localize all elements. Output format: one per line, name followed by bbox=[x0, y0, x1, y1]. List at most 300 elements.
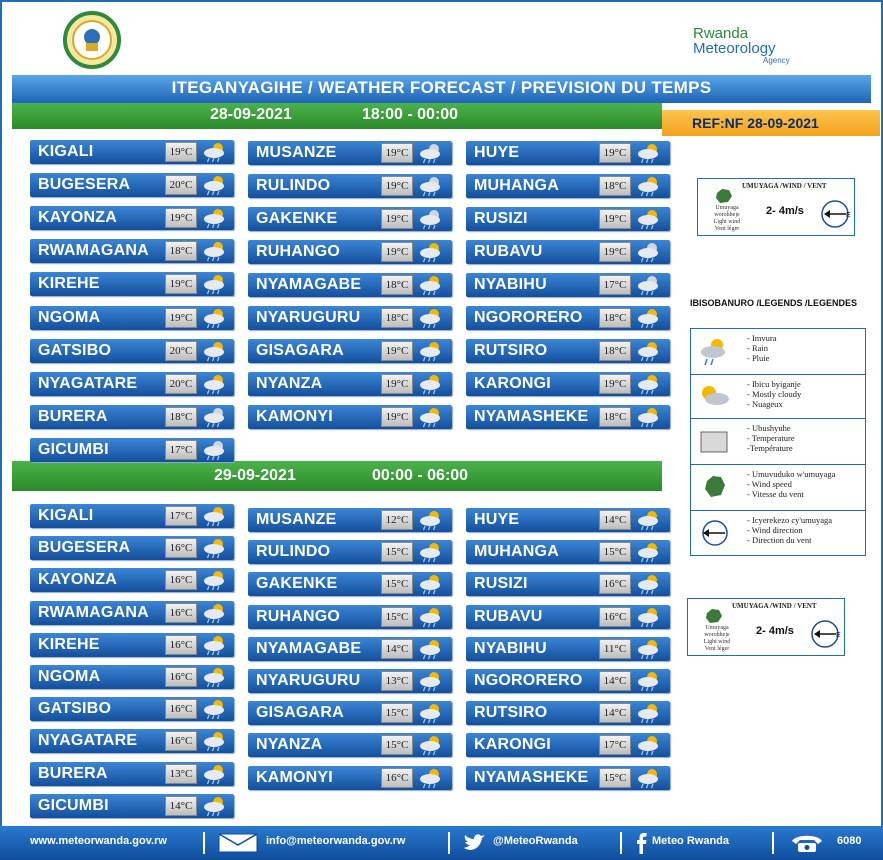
temperature-value: 19°C bbox=[165, 142, 197, 162]
temperature-value: 19°C bbox=[165, 274, 197, 294]
rain-cloud-sun-icon bbox=[635, 605, 663, 629]
legend-line: - Ibicu byiganje bbox=[747, 379, 801, 389]
rain-cloud-sun-icon bbox=[201, 272, 229, 296]
district-name: BUGESERA bbox=[38, 539, 131, 557]
forecast-row bbox=[30, 339, 234, 363]
temperature-value: 19°C bbox=[165, 308, 197, 328]
forecast-row bbox=[248, 240, 452, 264]
legend-line: - Wind direction bbox=[747, 525, 803, 535]
rain-cloud-sun-icon bbox=[201, 729, 229, 753]
temperature-value: 13°C bbox=[381, 671, 413, 691]
district-name: NYAMASHEKE bbox=[474, 768, 589, 786]
temperature-value: 20°C bbox=[165, 374, 197, 394]
temperature-value: 16°C bbox=[165, 731, 197, 751]
wind-direction-icon bbox=[810, 619, 840, 649]
rain-cloud-sun-icon bbox=[201, 568, 229, 592]
wind-label bbox=[692, 625, 742, 653]
legend-text bbox=[747, 379, 801, 409]
rain-cloud-sun-icon bbox=[201, 239, 229, 263]
district-name: NYAGATARE bbox=[38, 374, 138, 392]
rain-cloud-sun-icon bbox=[417, 405, 445, 429]
district-name: RWAMAGANA bbox=[38, 603, 149, 621]
rain-cloud-sun-icon bbox=[417, 339, 445, 363]
temperature-value: 20°C bbox=[165, 175, 197, 195]
forecast-row bbox=[248, 508, 452, 532]
temperature-value: 14°C bbox=[599, 671, 631, 691]
district-name: RUBAVU bbox=[474, 243, 543, 260]
forecast-row bbox=[30, 729, 234, 753]
rain-cloud-icon bbox=[417, 141, 445, 165]
forecast-row bbox=[466, 669, 670, 693]
temperature-value: 19°C bbox=[599, 143, 631, 163]
rain-cloud-sun-icon bbox=[417, 766, 445, 790]
rain-cloud-sun-icon bbox=[417, 508, 445, 532]
rain-cloud-icon bbox=[417, 174, 445, 198]
rain-cloud-sun-icon bbox=[201, 633, 229, 657]
district-name: GATSIBO bbox=[38, 700, 112, 718]
district-name: NGOMA bbox=[38, 308, 101, 326]
district-name: RUTSIRO bbox=[474, 704, 548, 722]
district-name: GAKENKE bbox=[256, 575, 338, 593]
temperature-value: 16°C bbox=[599, 607, 631, 627]
temperature-value: 18°C bbox=[381, 275, 413, 295]
forecast-row bbox=[466, 240, 670, 264]
wind-box-period-1 bbox=[697, 178, 855, 236]
forecast-row bbox=[466, 540, 670, 564]
forecast-row bbox=[248, 372, 452, 396]
forecast-row bbox=[30, 568, 234, 592]
direction-letter: E bbox=[846, 212, 851, 219]
temperature-value: 20°C bbox=[165, 341, 197, 361]
legend-line: - Icyerekezo cy'umuyaga bbox=[747, 515, 833, 525]
legend-line: - Wind speed bbox=[747, 479, 792, 489]
district-name: NYABIHU bbox=[474, 276, 547, 293]
forecast-row bbox=[248, 766, 452, 790]
forecast-row bbox=[248, 207, 452, 231]
rain-cloud-sun-icon bbox=[417, 273, 445, 297]
temperature-value: 16°C bbox=[165, 699, 197, 719]
rain-cloud-sun-icon bbox=[201, 140, 229, 164]
rwanda-seal-icon bbox=[62, 10, 122, 70]
district-name: KAMONYI bbox=[256, 408, 333, 425]
wind-direction-icon bbox=[820, 199, 850, 229]
rain-cloud-sun-icon bbox=[201, 536, 229, 560]
district-name: BURERA bbox=[38, 407, 108, 425]
legend-text bbox=[747, 469, 835, 499]
temperature-value: 15°C bbox=[381, 735, 413, 755]
legend-line: - Ubushyuhe bbox=[747, 423, 791, 433]
temperature-value: 18°C bbox=[599, 176, 631, 196]
temperature-value: 18°C bbox=[165, 407, 197, 427]
temperature-value: 17°C bbox=[165, 506, 197, 526]
footer-bar bbox=[0, 826, 883, 860]
rain-cloud-sun-icon bbox=[417, 306, 445, 330]
logo-agency: Agency bbox=[763, 56, 790, 65]
legend-line: - Temperature bbox=[747, 433, 795, 443]
district-name: KIGALI bbox=[38, 143, 94, 160]
forecast-row bbox=[466, 174, 670, 198]
rain-cloud-sun-icon bbox=[201, 339, 229, 363]
legend-row-rain bbox=[691, 329, 865, 375]
rain-cloud-sun-icon bbox=[635, 733, 663, 757]
district-name: GATSIBO bbox=[38, 341, 112, 359]
rwanda-map-icon bbox=[704, 607, 724, 625]
period-1-bar bbox=[12, 103, 662, 129]
footer-website-link[interactable]: www.meteorwanda.gov.rw bbox=[30, 835, 167, 847]
legend-row-cloudy bbox=[691, 375, 865, 419]
forecast-row bbox=[248, 141, 452, 165]
meteo-agency-logo bbox=[693, 26, 823, 70]
rain-cloud-sun-icon bbox=[635, 701, 663, 725]
forecast-row bbox=[30, 272, 234, 296]
district-name: GICUMBI bbox=[38, 796, 109, 814]
forecast-row bbox=[30, 762, 234, 786]
temperature-value: 15°C bbox=[381, 542, 413, 562]
temperature-value: 15°C bbox=[599, 542, 631, 562]
district-name: BUGESERA bbox=[38, 176, 131, 194]
forecast-row bbox=[30, 140, 234, 164]
district-name: GISAGARA bbox=[256, 342, 344, 359]
district-name: RUSIZI bbox=[474, 575, 528, 593]
forecast-row bbox=[248, 669, 452, 693]
legend-line: - Pluie bbox=[747, 353, 770, 363]
forecast-row bbox=[30, 504, 234, 528]
district-name: NYANZA bbox=[256, 736, 323, 754]
temperature-value: 16°C bbox=[599, 574, 631, 594]
rain-cloud-sun-icon bbox=[635, 207, 663, 231]
rain-cloud-sun-icon bbox=[201, 306, 229, 330]
forecast-row bbox=[30, 239, 234, 263]
district-name: MUSANZE bbox=[256, 144, 337, 161]
district-name: RUTSIRO bbox=[474, 342, 548, 359]
wind-label-line: Vent léger bbox=[714, 226, 740, 232]
district-name: RUHANGO bbox=[256, 607, 341, 625]
temperature-value: 19°C bbox=[381, 209, 413, 229]
district-name: NYAMAGABE bbox=[256, 276, 362, 293]
forecast-row bbox=[30, 601, 234, 625]
district-name: KIGALI bbox=[38, 507, 94, 524]
forecast-row bbox=[466, 306, 670, 330]
forecast-row bbox=[248, 733, 452, 757]
temperature-value: 14°C bbox=[599, 510, 631, 530]
temperature-value: 15°C bbox=[599, 768, 631, 788]
district-name: NYAGATARE bbox=[38, 732, 138, 750]
temperature-value: 19°C bbox=[381, 242, 413, 262]
wind-title: UMUYAGA /WIND / VENT bbox=[732, 602, 817, 610]
rain-cloud-sun-icon bbox=[635, 766, 663, 790]
forecast-row bbox=[30, 794, 234, 818]
temperature-value: 16°C bbox=[165, 570, 197, 590]
forecast-row bbox=[248, 572, 452, 596]
period-2-date: 29-09-2021 bbox=[214, 467, 296, 484]
rain-cloud-sun-icon bbox=[635, 637, 663, 661]
temperature-value: 19°C bbox=[381, 341, 413, 361]
temperature-value: 18°C bbox=[165, 241, 197, 261]
rain-cloud-sun-icon bbox=[201, 206, 229, 230]
temperature-value: 18°C bbox=[599, 308, 631, 328]
rain-cloud-sun-icon bbox=[635, 339, 663, 363]
footer-divider bbox=[620, 832, 622, 854]
legend-row-wind-speed bbox=[691, 465, 865, 511]
rain-cloud-sun-icon bbox=[417, 733, 445, 757]
temperature-value: 18°C bbox=[599, 341, 631, 361]
forecast-row bbox=[466, 733, 670, 757]
forecast-row bbox=[466, 207, 670, 231]
footer-divider bbox=[203, 832, 205, 854]
forecast-row bbox=[30, 306, 234, 330]
period-1-time: 18:00 - 00:00 bbox=[362, 106, 459, 123]
forecast-row bbox=[30, 633, 234, 657]
wind-box-period-2 bbox=[687, 598, 845, 656]
temperature-box-icon bbox=[695, 429, 735, 455]
legend-line: - Mostly cloudy bbox=[747, 389, 802, 399]
legend-heading: IBISOBANURO /LEGENDS /LEGENDES bbox=[690, 298, 858, 308]
temperature-value: 19°C bbox=[165, 208, 197, 228]
rain-cloud-sun-icon bbox=[635, 572, 663, 596]
forecast-row bbox=[466, 637, 670, 661]
rain-cloud-sun-icon bbox=[201, 665, 229, 689]
district-name: NYARUGURU bbox=[256, 309, 361, 326]
forecast-row bbox=[248, 701, 452, 725]
rain-cloud-sun-icon bbox=[417, 540, 445, 564]
rain-cloud-sun-icon bbox=[417, 240, 445, 264]
forecast-row bbox=[466, 508, 670, 532]
temperature-value: 16°C bbox=[165, 635, 197, 655]
legend-text bbox=[747, 423, 795, 453]
temperature-value: 19°C bbox=[599, 374, 631, 394]
rain-cloud-icon bbox=[417, 207, 445, 231]
legend-line: - Nuageux bbox=[747, 399, 783, 409]
forecast-row bbox=[30, 206, 234, 230]
rain-cloud-sun-icon bbox=[417, 372, 445, 396]
rain-cloud-sun-icon bbox=[635, 669, 663, 693]
period-2-bar bbox=[12, 461, 662, 491]
forecast-row bbox=[466, 605, 670, 629]
forecast-row bbox=[30, 536, 234, 560]
rain-cloud-sun-icon bbox=[417, 701, 445, 725]
legend-line: - Direction du vent bbox=[747, 535, 812, 545]
temperature-value: 19°C bbox=[381, 374, 413, 394]
rain-cloud-sun-icon bbox=[201, 173, 229, 197]
temperature-value: 12°C bbox=[381, 510, 413, 530]
district-name: NYAMAGABE bbox=[256, 639, 362, 657]
forecast-row bbox=[30, 372, 234, 396]
rwanda-map-icon bbox=[714, 187, 734, 205]
district-name: NYANZA bbox=[256, 375, 323, 392]
legend-text bbox=[747, 515, 832, 545]
rain-cloud-sun-icon bbox=[201, 504, 229, 528]
temperature-value: 17°C bbox=[599, 275, 631, 295]
district-name: KARONGI bbox=[474, 736, 551, 754]
district-name: KIREHE bbox=[38, 635, 100, 653]
district-name: NYARUGURU bbox=[256, 672, 361, 689]
district-name: KARONGI bbox=[474, 375, 551, 392]
district-name: KAYONZA bbox=[38, 571, 118, 589]
forecast-row bbox=[466, 141, 670, 165]
rain-cloud-sun-icon bbox=[417, 572, 445, 596]
wind-label bbox=[702, 205, 752, 233]
footer-twitter-link[interactable]: @MeteoRwanda bbox=[493, 835, 578, 847]
legend-text bbox=[747, 333, 777, 363]
district-name: NYABIHU bbox=[474, 639, 547, 657]
district-name: GAKENKE bbox=[256, 210, 338, 227]
temperature-value: 18°C bbox=[599, 407, 631, 427]
district-name: NGORORERO bbox=[474, 309, 583, 326]
page-title: ITEGANYAGIHE / WEATHER FORECAST / PREVISION DU TEMPS bbox=[171, 78, 712, 97]
district-name: RUBAVU bbox=[474, 607, 543, 625]
forecast-row bbox=[466, 701, 670, 725]
temperature-value: 16°C bbox=[165, 603, 197, 623]
footer-divider bbox=[772, 832, 774, 854]
logo-meteorology: Meteorology bbox=[693, 40, 776, 57]
footer-phone[interactable]: 6080 bbox=[837, 835, 862, 847]
rain-cloud-icon bbox=[635, 240, 663, 264]
legend-line: - Rain bbox=[747, 343, 769, 353]
district-name: BURERA bbox=[38, 764, 108, 782]
wind-label-line: Light wind bbox=[713, 219, 741, 225]
rain-cloud-sun-icon bbox=[417, 637, 445, 661]
wind-speed-icon bbox=[695, 471, 735, 505]
period-1-date: 28-09-2021 bbox=[210, 106, 292, 123]
rain-cloud-sun-icon bbox=[417, 669, 445, 693]
wind-speed: 2- 4m/s bbox=[766, 205, 804, 217]
forecast-row bbox=[248, 605, 452, 629]
district-name: KAMONYI bbox=[256, 768, 333, 786]
temperature-value: 19°C bbox=[599, 242, 631, 262]
district-name: MUHANGA bbox=[474, 177, 559, 194]
forecast-row bbox=[30, 173, 234, 197]
rain-cloud-sun-icon bbox=[417, 605, 445, 629]
temperature-value: 14°C bbox=[599, 703, 631, 723]
wind-label-line: Umuyaga worohheje bbox=[704, 625, 730, 638]
temperature-value: 16°C bbox=[381, 768, 413, 788]
forecast-row bbox=[248, 405, 452, 429]
district-name: MUHANGA bbox=[474, 543, 559, 561]
footer-divider bbox=[448, 832, 450, 854]
district-name: GISAGARA bbox=[256, 704, 344, 722]
district-name: KIREHE bbox=[38, 275, 100, 293]
forecast-row bbox=[30, 438, 234, 462]
temperature-value: 14°C bbox=[165, 796, 197, 816]
facebook-icon bbox=[634, 832, 648, 854]
rain-cloud-sun-icon bbox=[201, 762, 229, 786]
period-2-time: 00:00 - 06:00 bbox=[372, 467, 469, 484]
rain-cloud-sun-icon bbox=[635, 306, 663, 330]
temperature-value: 19°C bbox=[599, 209, 631, 229]
district-name: RUHANGO bbox=[256, 243, 341, 260]
rain-cloud-icon bbox=[635, 273, 663, 297]
twitter-icon bbox=[462, 832, 486, 854]
logo-rwanda: Rwanda bbox=[693, 25, 749, 42]
forecast-row bbox=[248, 273, 452, 297]
rain-cloud-sun-icon bbox=[201, 372, 229, 396]
wind-speed: 2- 4m/s bbox=[756, 625, 794, 637]
footer-email-link[interactable]: info@meteorwanda.gov.rw bbox=[266, 835, 406, 847]
forecast-row bbox=[466, 572, 670, 596]
temperature-value: 19°C bbox=[381, 176, 413, 196]
forecast-row bbox=[248, 540, 452, 564]
wind-label-line: Vent léger bbox=[704, 646, 730, 652]
forecast-row bbox=[248, 174, 452, 198]
district-name: MUSANZE bbox=[256, 511, 337, 528]
forecast-row bbox=[466, 372, 670, 396]
telephone-icon bbox=[790, 833, 824, 853]
temperature-value: 15°C bbox=[381, 607, 413, 627]
temperature-value: 11°C bbox=[599, 639, 631, 659]
district-name: NYAMASHEKE bbox=[474, 408, 589, 425]
cloud-sun-icon bbox=[695, 381, 735, 411]
temperature-value: 13°C bbox=[165, 764, 197, 784]
legend-row-temperature bbox=[691, 419, 865, 465]
forecast-row bbox=[248, 339, 452, 363]
legend-row-wind-direction bbox=[691, 511, 865, 556]
temperature-value: 17°C bbox=[599, 735, 631, 755]
legend-line: -Température bbox=[747, 443, 793, 453]
district-name: KAYONZA bbox=[38, 209, 118, 227]
rain-cloud-sun-icon bbox=[635, 141, 663, 165]
forecast-row bbox=[30, 405, 234, 429]
temperature-value: 17°C bbox=[165, 440, 197, 460]
temperature-value: 18°C bbox=[381, 308, 413, 328]
direction-letter: E bbox=[836, 632, 841, 639]
district-name: RUSIZI bbox=[474, 210, 528, 227]
rain-cloud-sun-icon bbox=[695, 335, 735, 367]
district-name: NGOMA bbox=[38, 668, 101, 685]
temperature-value: 16°C bbox=[165, 667, 197, 687]
district-name: HUYE bbox=[474, 511, 520, 528]
temperature-value: 19°C bbox=[381, 407, 413, 427]
forecast-row bbox=[466, 273, 670, 297]
reference-badge: REF:NF 28-09-2021 bbox=[662, 110, 880, 136]
forecast-row bbox=[248, 306, 452, 330]
forecast-row bbox=[466, 339, 670, 363]
footer-facebook-link[interactable]: Meteo Rwanda bbox=[652, 835, 730, 847]
rain-cloud-sun-icon bbox=[635, 508, 663, 532]
forecast-row bbox=[466, 766, 670, 790]
district-name: NGORORERO bbox=[474, 672, 583, 689]
temperature-value: 16°C bbox=[165, 538, 197, 558]
rain-cloud-sun-icon bbox=[635, 372, 663, 396]
rain-cloud-sun-icon bbox=[201, 794, 229, 818]
rain-cloud-sun-icon bbox=[635, 174, 663, 198]
district-name: RULINDO bbox=[256, 543, 331, 561]
district-name: HUYE bbox=[474, 144, 520, 161]
forecast-row bbox=[30, 697, 234, 721]
wind-direction-icon bbox=[695, 517, 735, 549]
district-name: RULINDO bbox=[256, 177, 331, 194]
temperature-value: 14°C bbox=[381, 639, 413, 659]
temperature-value: 15°C bbox=[381, 703, 413, 723]
rain-cloud-sun-icon bbox=[201, 601, 229, 625]
legend-line: - Vitesse du vent bbox=[747, 489, 804, 499]
temperature-value: 15°C bbox=[381, 574, 413, 594]
wind-label-line: Umuyaga worohheje bbox=[714, 205, 740, 218]
legend-line: - Imvura bbox=[747, 333, 777, 343]
rain-cloud-sun-icon bbox=[635, 540, 663, 564]
district-name: GICUMBI bbox=[38, 440, 109, 458]
forecast-row bbox=[30, 665, 234, 689]
temperature-value: 19°C bbox=[381, 143, 413, 163]
legend-line: - Umuvuduko w'umuyaga bbox=[747, 469, 836, 479]
forecast-row bbox=[248, 637, 452, 661]
wind-label-line: Light wind bbox=[703, 639, 731, 645]
legend-table bbox=[690, 328, 866, 556]
rain-cloud-sun-icon bbox=[201, 697, 229, 721]
rain-cloud-sun-icon bbox=[635, 405, 663, 429]
rain-cloud-icon bbox=[201, 405, 229, 429]
rain-cloud-icon bbox=[201, 438, 229, 462]
wind-title: UMUYAGA /WIND / VENT bbox=[742, 182, 827, 190]
